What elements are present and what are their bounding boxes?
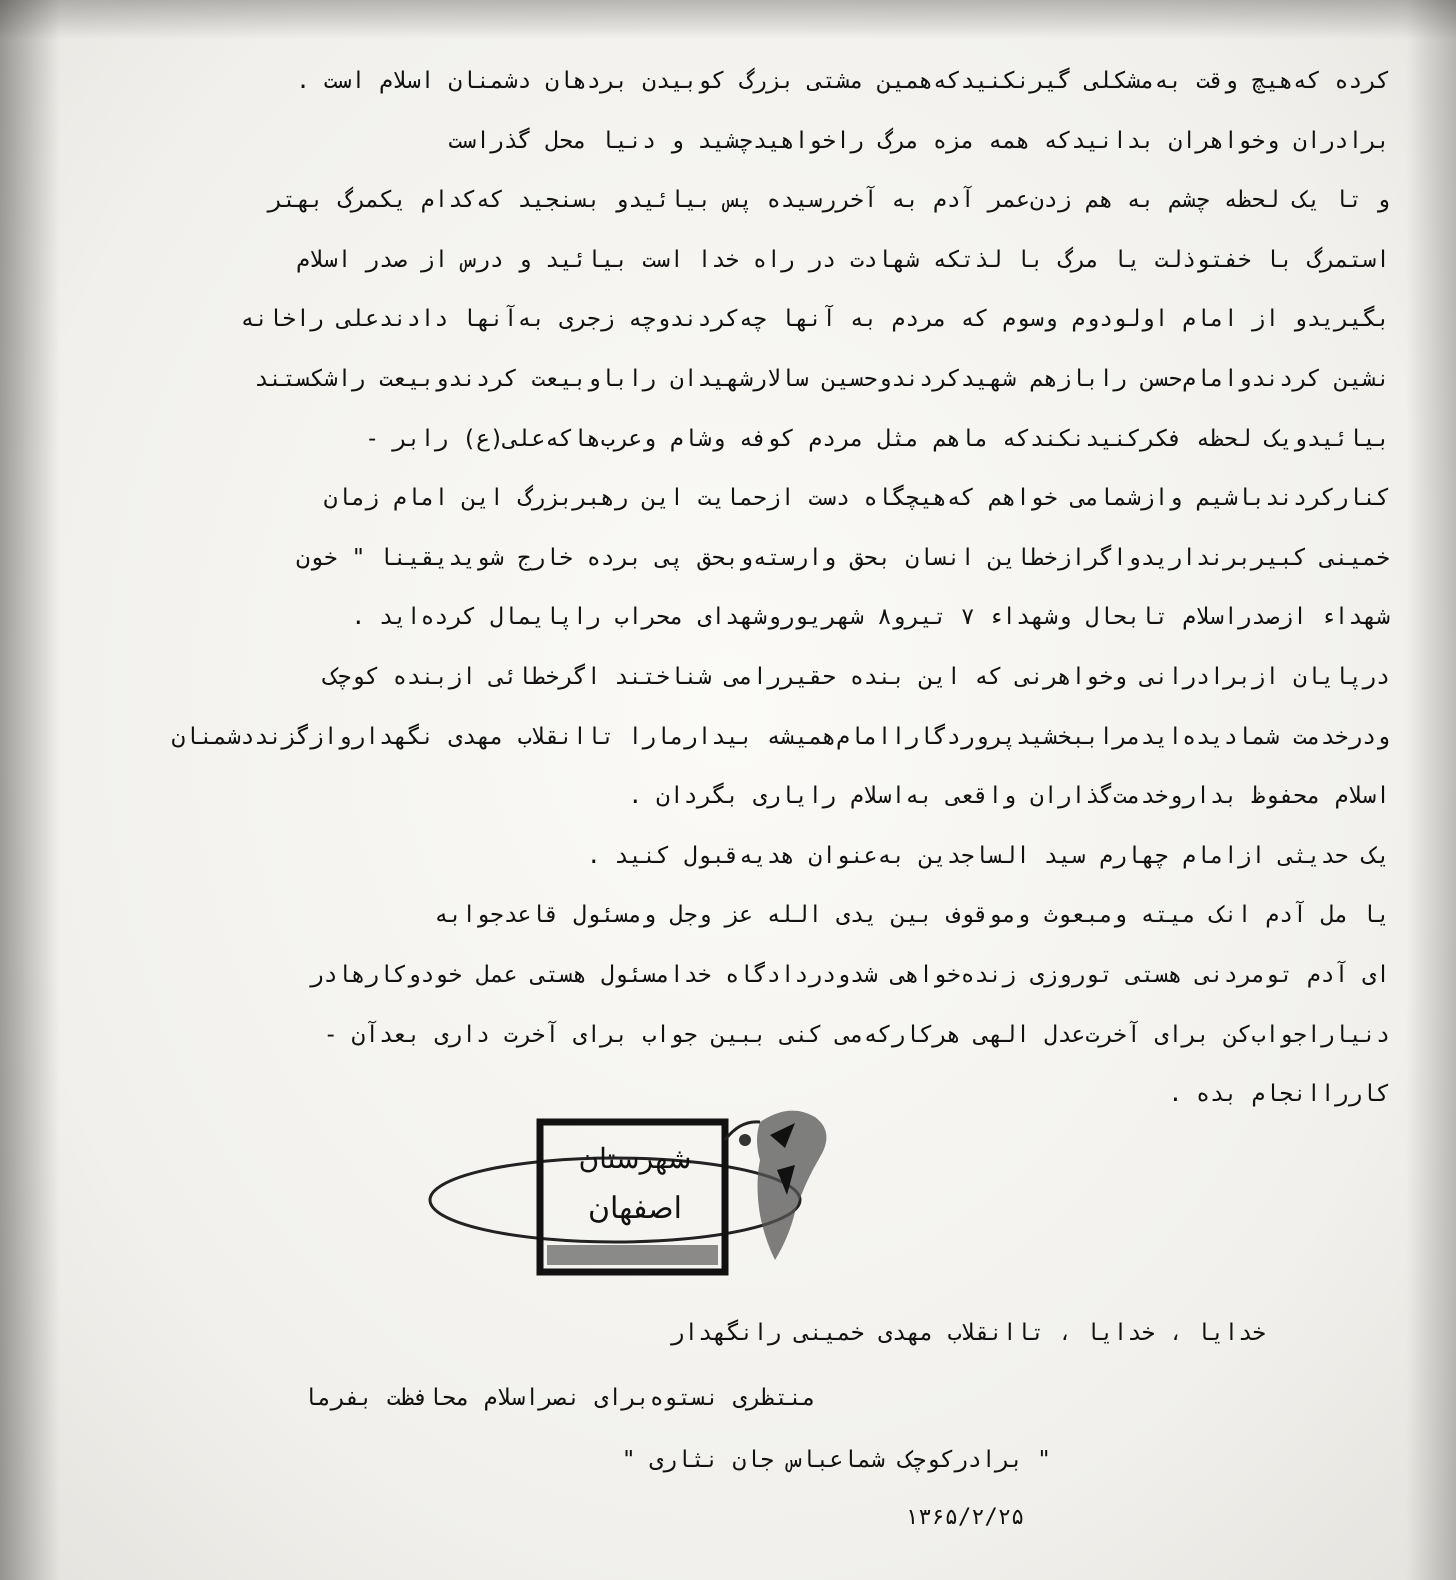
stamp-text-top: شهرستان [578, 1142, 692, 1175]
letter-line: بگیریدو از امام اولودوم وسوم که مردم به آنها چه‌کردندوچه زجری به‌آنها دادندعلی راخانه [240, 306, 1390, 333]
letter-line: کرده که‌هیچ وقت به‌مشکلی گیرنکنیدکه‌همین مشتی بزرگ کوبیدن بردهان دشمنان اسلام است . [296, 68, 1390, 94]
scan-edge-shadow-top [0, 0, 1456, 40]
letter-line: بیائیدویک لحظه فکرکنیدنکندکه ماهم مثل مردم کوفه وشام وعرب‌هاکه‌علی(ع) رابر - [365, 425, 1390, 452]
scan-edge-shadow-left [0, 0, 60, 1580]
letter-line: کنارکردندباشیم وازشمامی خواهم که‌هیچگاه دست ازحمایت این رهبربزرگ این امام زمان [323, 485, 1390, 512]
letter-line: ای آدم تومردنی هستی توروزی زنده‌خواهی شدودردادگاه خدامسئول هستی عمل خودوکارهادر [309, 961, 1390, 988]
letter-body [60, 52, 1390, 1125]
letter-line: خمینی کبیربرنداریدواگرازخطاین انسان بحق وارسته‌وبحق پی برده خارج شویدیقینا " خون [296, 544, 1390, 571]
letter-line: دنیاراجواب‌کن برای آخرت‌عدل الهی هرکارکه‌می کنی ببین جواب برای آخرت داری بعدآن - [323, 1021, 1390, 1048]
closing-prayer-line-1: خدایا ، خدایا ، تاانقلاب مهدی خمینی رانگهدار [670, 1320, 1266, 1346]
letter-line: استمرگ با خفتوذلت یا مرگ با لذتکه شهادت در راه خدا است بیائید و درس از صدر اسلام [296, 246, 1390, 273]
stamp-bottom-band [547, 1245, 718, 1265]
letter-line: درپایان ازبرادرانی وخواهرنی که این بنده حقیررامی شناختند اگرخطائی ازبنده کوچک [323, 663, 1390, 690]
letter-date: ۱۳۶۵/۲/۲۵ [905, 1505, 1025, 1530]
closing-prayer-line-2: منتظری نستوه‌برای نصراسلام محافظت بفرما [303, 1385, 816, 1411]
letter-line: ودرخدمت شمادیده‌ایدمراببخشیدپروردگاراامام‌همیشه بیدارمارا تاانقلاب مهدی نگهداروازگزنددشمنان [171, 723, 1390, 750]
letter-line: شهداء ازصدراسلام تابحال وشهداء ۷ تیرو۸ شهریوروشهدای محراب راپایمال کرده‌اید . [351, 604, 1390, 631]
official-stamp [425, 1100, 855, 1290]
letter-line: کارراانجام بده . [1168, 1081, 1390, 1108]
letter-line: برادران وخواهران بدانیدکه همه مزه مرگ راخواهیدچشید و دنیا محل گذراست [448, 127, 1390, 154]
stamp-text-bottom: اصفهان [588, 1191, 682, 1226]
signature-line: " برادرکوچک شماعباس جان نثاری " [621, 1447, 1051, 1473]
letter-line: یک حدیثی ازامام چهارم سید الساجدین به‌عنوان هدیه‌قبول کنید . [586, 842, 1390, 869]
scan-edge-shadow-right [1406, 0, 1456, 1580]
letter-line: اسلام محفوظ بداروخدمت‌گذاران واقعی به‌اسلام رایاری بگردان . [628, 783, 1390, 810]
letter-line: نشین کردندوامام‌حسن راباز‌هم شهیدکردندوحسین سالارشهیدان راباوبیعت کردندوبیعت راشکستند [254, 365, 1390, 392]
emblem-icon [725, 1111, 826, 1260]
letter-line: و تا یک لحظه چشم به هم زدن‌عمر آدم به آخررسیده پس بیائیدو بسنجید که‌کدام یکمرگ بهتر [268, 187, 1390, 214]
letter-line: یا مل آدم انک میته ومبعوث وموقوف بین یدی الله عز وجل ومسئول قاعدجوابه [434, 902, 1390, 929]
